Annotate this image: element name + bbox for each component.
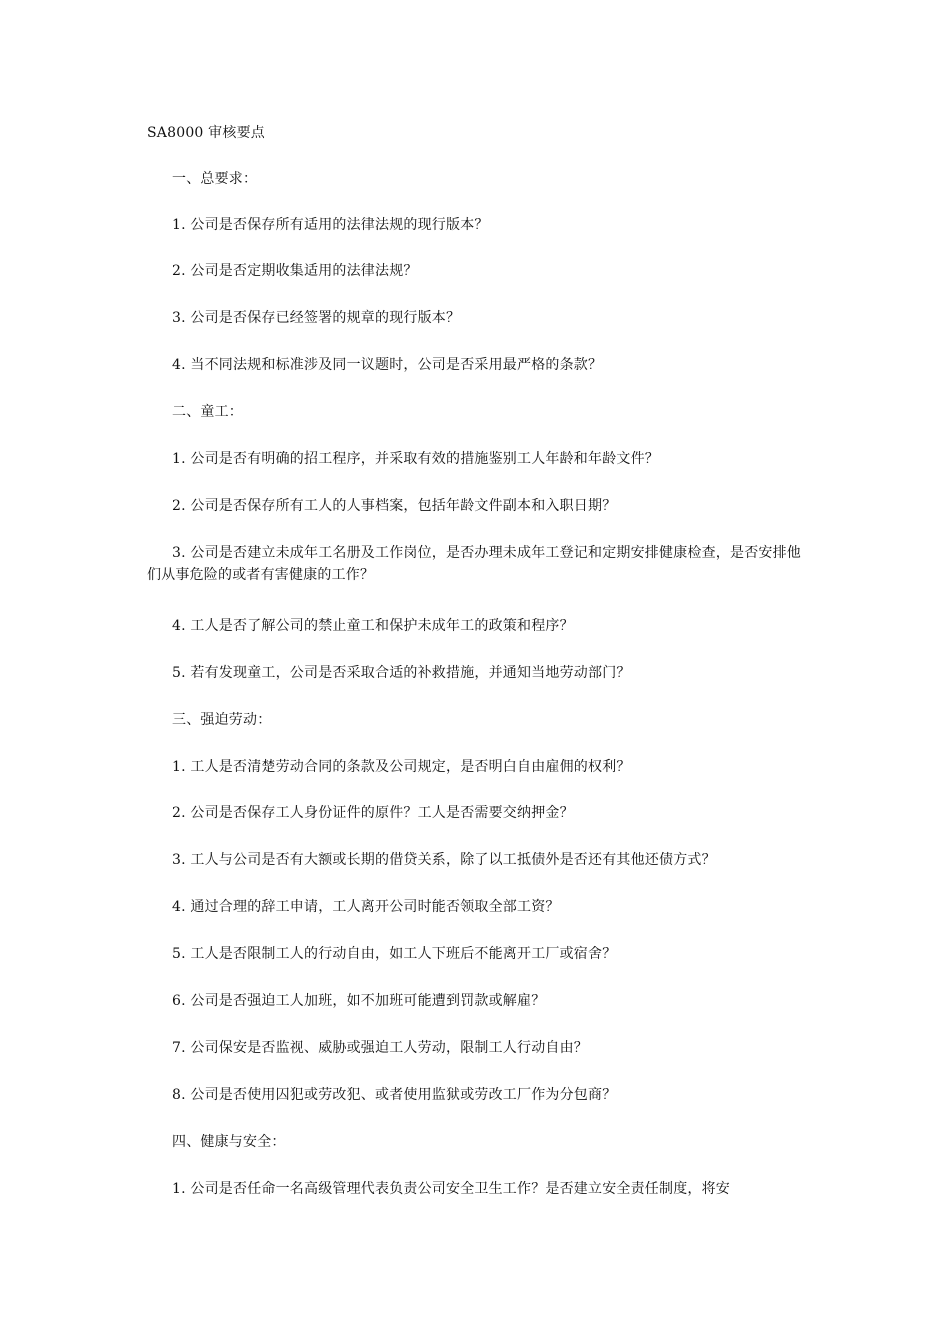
- list-item: 5. 若有发现童工，公司是否采取合适的补救措施，并通知当地劳动部门？: [172, 665, 631, 681]
- section-heading-forced-labor: 三、强迫劳动：: [172, 712, 272, 728]
- section-heading-health-safety: 四、健康与安全：: [172, 1134, 286, 1150]
- section-heading-child-labor: 二、童工：: [172, 404, 243, 420]
- list-item: 3. 公司是否保存已经签署的规章的现行版本？: [172, 310, 461, 326]
- list-item: 1. 工人是否清楚劳动合同的条款及公司规定，是否明白自由雇佣的权利？: [172, 759, 631, 775]
- list-item: 8. 公司是否使用囚犯或劳改犯、或者使用监狱或劳改工厂作为分包商？: [172, 1087, 617, 1103]
- list-item: 1. 公司是否任命一名高级管理代表负责公司安全卫生工作？是否建立安全责任制度，将安: [172, 1181, 731, 1197]
- list-item: 1. 公司是否保存所有适用的法律法规的现行版本？: [172, 217, 489, 233]
- section-heading-general: 一、总要求：: [172, 171, 258, 187]
- list-item: 4. 当不同法规和标准涉及同一议题时，公司是否采用最严格的条款？: [172, 357, 603, 373]
- list-item: 2. 公司是否定期收集适用的法律法规？: [172, 263, 418, 279]
- list-item: 4. 通过合理的辞工申请，工人离开公司时能否领取全部工资？: [172, 899, 560, 915]
- list-item: 4. 工人是否了解公司的禁止童工和保护未成年工的政策和程序？: [172, 618, 574, 634]
- list-item: 3. 公司是否建立未成年工名册及工作岗位，是否办理未成年工登记和定期安排健康检查，是否安排他们从事危险的或者有害健康的工作？: [147, 545, 802, 583]
- list-item: 1. 公司是否有明确的招工程序，并采取有效的措施鉴别工人年龄和年龄文件？: [172, 451, 660, 467]
- list-item: 2. 公司是否保存工人身份证件的原件？工人是否需要交纳押金？: [172, 805, 574, 821]
- list-item: 3. 工人与公司是否有大额或长期的借贷关系，除了以工抵债外是否还有其他还债方式？: [172, 852, 716, 868]
- list-item: 2. 公司是否保存所有工人的人事档案，包括年龄文件副本和入职日期？: [172, 498, 617, 514]
- list-item: 7. 公司保安是否监视、威胁或强迫工人劳动，限制工人行动自由？: [172, 1040, 589, 1056]
- list-item: 6. 公司是否强迫工人加班，如不加班可能遭到罚款或解雇？: [172, 993, 546, 1009]
- list-item: 5. 工人是否限制工人的行动自由，如工人下班后不能离开工厂或宿舍？: [172, 946, 617, 962]
- document-title: SA8000 审核要点: [147, 125, 265, 141]
